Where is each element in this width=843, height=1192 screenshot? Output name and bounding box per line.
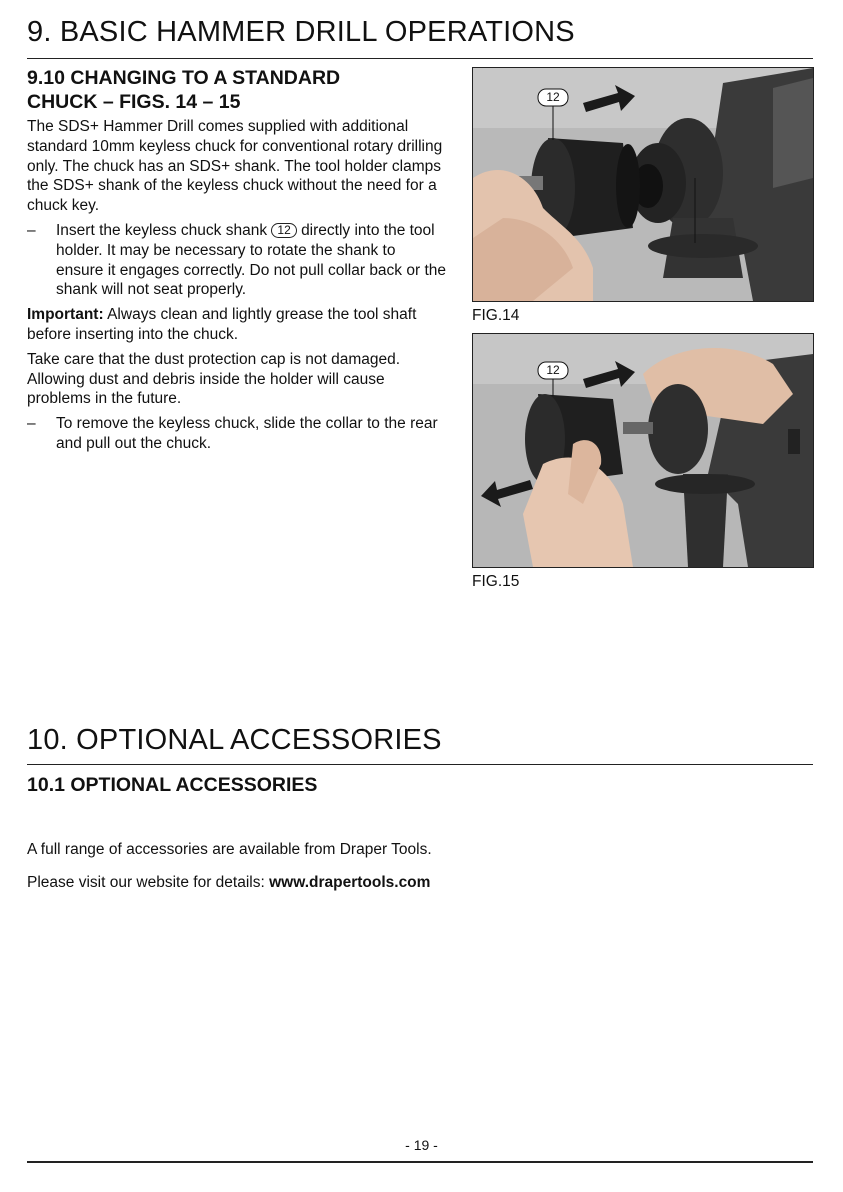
intro-paragraph: The SDS+ Hammer Drill comes supplied with additional standard 10mm keyless chuck for conventional rotary drilling only. The chuck has an SDS+ shank. The tool holder clamps the SDS+ shank of the keyless chuck without the need for a chuck key. xyxy=(27,118,443,215)
bullet-dash: – xyxy=(27,221,36,239)
footer-rule xyxy=(27,1161,813,1163)
bullet-2-text: To remove the keyless chuck, slide the collar to the rear and pull out the chuck. xyxy=(56,415,438,452)
sub-heading-10-1: 10.1 OPTIONAL ACCESSORIES xyxy=(27,774,318,796)
website-intro-text: Please visit our website for details: xyxy=(27,874,265,891)
body-text xyxy=(27,117,447,454)
section-9-heading: 9. BASIC HAMMER DRILL OPERATIONS xyxy=(27,16,575,48)
section-10-rule xyxy=(27,764,813,765)
drill-chuck-illustration xyxy=(473,68,813,301)
important-text: Always clean and lightly grease the tool shaft before inserting into the chuck. xyxy=(27,306,417,343)
figure-15-callout: 12 xyxy=(546,363,560,377)
bullet-insert-chuck xyxy=(27,221,447,300)
bullet-1-text-b: directly into the tool holder. It may be necessary to rotate the shank to ensure it engages correctly. Do not pull collar back or the shank will not seat properly. xyxy=(56,221,446,299)
figure-15-caption: FIG.15 xyxy=(472,573,520,590)
important-label: Important: xyxy=(27,306,104,324)
section-10-heading: 10. OPTIONAL ACCESSORIES xyxy=(27,724,442,756)
figure-14-photo xyxy=(472,67,814,302)
accessories-line-1: A full range of accessories are available from Draper Tools. xyxy=(27,841,432,858)
drill-chuck-removal-illustration xyxy=(473,334,813,567)
page-number: - 19 - xyxy=(405,1137,438,1153)
section-9-10-content xyxy=(27,66,447,459)
sub-heading-line-1: 9.10 CHANGING TO A STANDARD xyxy=(27,67,341,89)
important-note xyxy=(27,305,447,345)
sub-heading-9-10 xyxy=(27,66,447,114)
bullet-dash: – xyxy=(27,415,36,433)
figure-15-photo xyxy=(472,333,814,568)
bullet-1-text-a: Insert the keyless chuck shank xyxy=(56,221,268,239)
sub-heading-line-2: CHUCK – FIGS. 14 – 15 xyxy=(27,91,241,113)
website-link[interactable]: www.drapertools.com xyxy=(269,874,431,891)
bullet-remove-chuck xyxy=(27,414,447,454)
dust-paragraph: Take care that the dust protection cap is not damaged. Allowing dust and debris inside the holder will cause problems in the future. xyxy=(27,350,401,408)
callout-12: 12 xyxy=(271,223,296,238)
section-9-rule xyxy=(27,58,813,59)
figure-14-callout: 12 xyxy=(546,90,560,104)
figure-14-caption: FIG.14 xyxy=(472,307,520,324)
accessories-line-2 xyxy=(27,873,430,893)
